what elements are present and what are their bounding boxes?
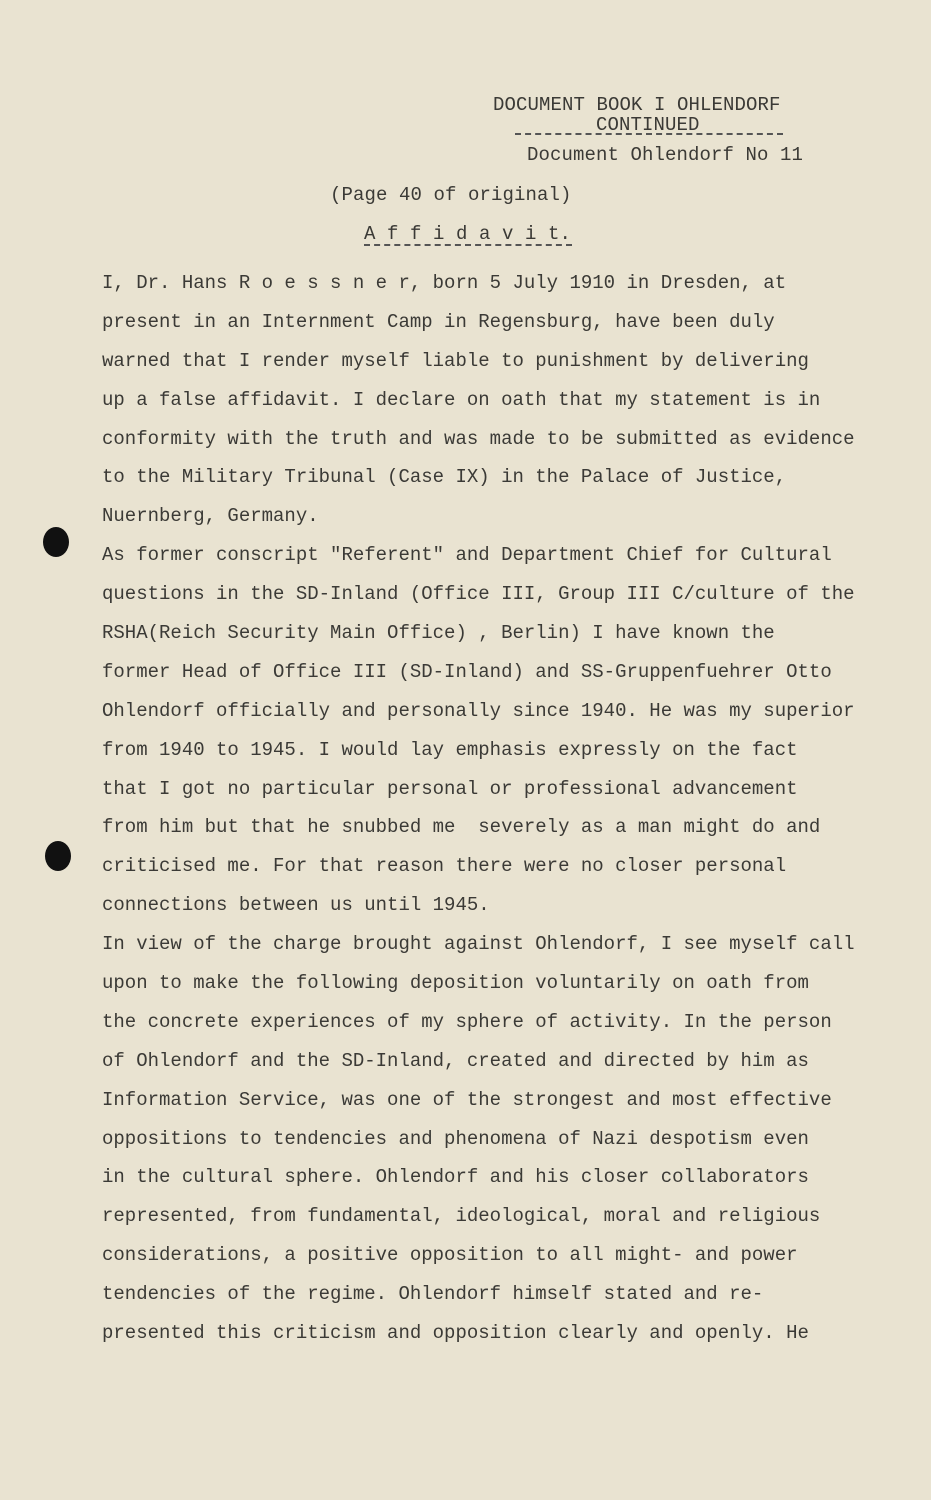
text-line: up a false affidavit. I declare on oath that my statement is in xyxy=(102,388,821,411)
text-line: warned that I render myself liable to punishment by delivering xyxy=(102,349,809,372)
text-line: oppositions to tendencies and phenomena of Nazi despotism even xyxy=(102,1127,809,1150)
punch-hole-top xyxy=(43,527,69,557)
affidavit-body xyxy=(102,272,855,1361)
text-line: the concrete experiences of my sphere of activity. In the person xyxy=(102,1010,832,1033)
continued-underline xyxy=(515,133,783,135)
document-book-heading: DOCUMENT BOOK I OHLENDORF xyxy=(493,94,781,116)
text-line: considerations, a positive opposition to all might- and power xyxy=(102,1244,798,1267)
text-line: RSHA(Reich Security Main Office) , Berlin) I have known the xyxy=(102,622,775,645)
text-line: to the Military Tribunal (Case IX) in the Palace of Justice, xyxy=(102,466,787,489)
text-line: conformity with the truth and was made to be submitted as evidence xyxy=(102,427,855,450)
text-line: Information Service, was one of the strongest and most effective xyxy=(102,1088,832,1111)
text-line: Ohlendorf officially and personally since 1940. He was my superior xyxy=(102,699,855,722)
page-reference: (Page 40 of original) xyxy=(330,184,572,206)
text-line: tendencies of the regime. Ohlendorf himself stated and re- xyxy=(102,1283,764,1306)
document-title: A f f i d a v i t. xyxy=(364,223,572,245)
text-line: represented, from fundamental, ideological, moral and religious xyxy=(102,1205,821,1228)
text-line: of Ohlendorf and the SD-Inland, created and directed by him as xyxy=(102,1049,809,1072)
text-line: upon to make the following deposition voluntarily on oath from xyxy=(102,972,809,995)
text-line: As former conscript "Referent" and Department Chief for Cultural xyxy=(102,544,832,567)
text-line: Nuernberg, Germany. xyxy=(102,505,319,528)
text-line: from him but that he snubbed me severely as a man might do and xyxy=(102,816,821,839)
text-line: I, Dr. Hans R o e s s n e r, born 5 July 1910 in Dresden, at xyxy=(102,272,787,294)
text-line: questions in the SD-Inland (Office III, Group III C/culture of the xyxy=(102,583,855,606)
text-line: in the cultural sphere. Ohlendorf and his closer collaborators xyxy=(102,1166,809,1189)
text-line: present in an Internment Camp in Regensburg, have been duly xyxy=(102,310,775,333)
text-line: In view of the charge brought against Ohlendorf, I see myself call xyxy=(102,933,855,956)
text-line: that I got no particular personal or professional advancement xyxy=(102,777,798,800)
title-underline xyxy=(364,244,572,246)
text-line: former Head of Office III (SD-Inland) and SS-Gruppenfuehrer Otto xyxy=(102,660,832,683)
punch-hole-bottom xyxy=(45,841,71,871)
text-line: presented this criticism and opposition clearly and openly. He xyxy=(102,1322,809,1345)
continued-label: CONTINUED xyxy=(596,114,700,136)
document-number: Document Ohlendorf No 11 xyxy=(527,144,804,166)
text-line: connections between us until 1945. xyxy=(102,894,490,917)
text-line: criticised me. For that reason there were no closer personal xyxy=(102,855,787,878)
text-line: from 1940 to 1945. I would lay emphasis expressly on the fact xyxy=(102,738,798,761)
